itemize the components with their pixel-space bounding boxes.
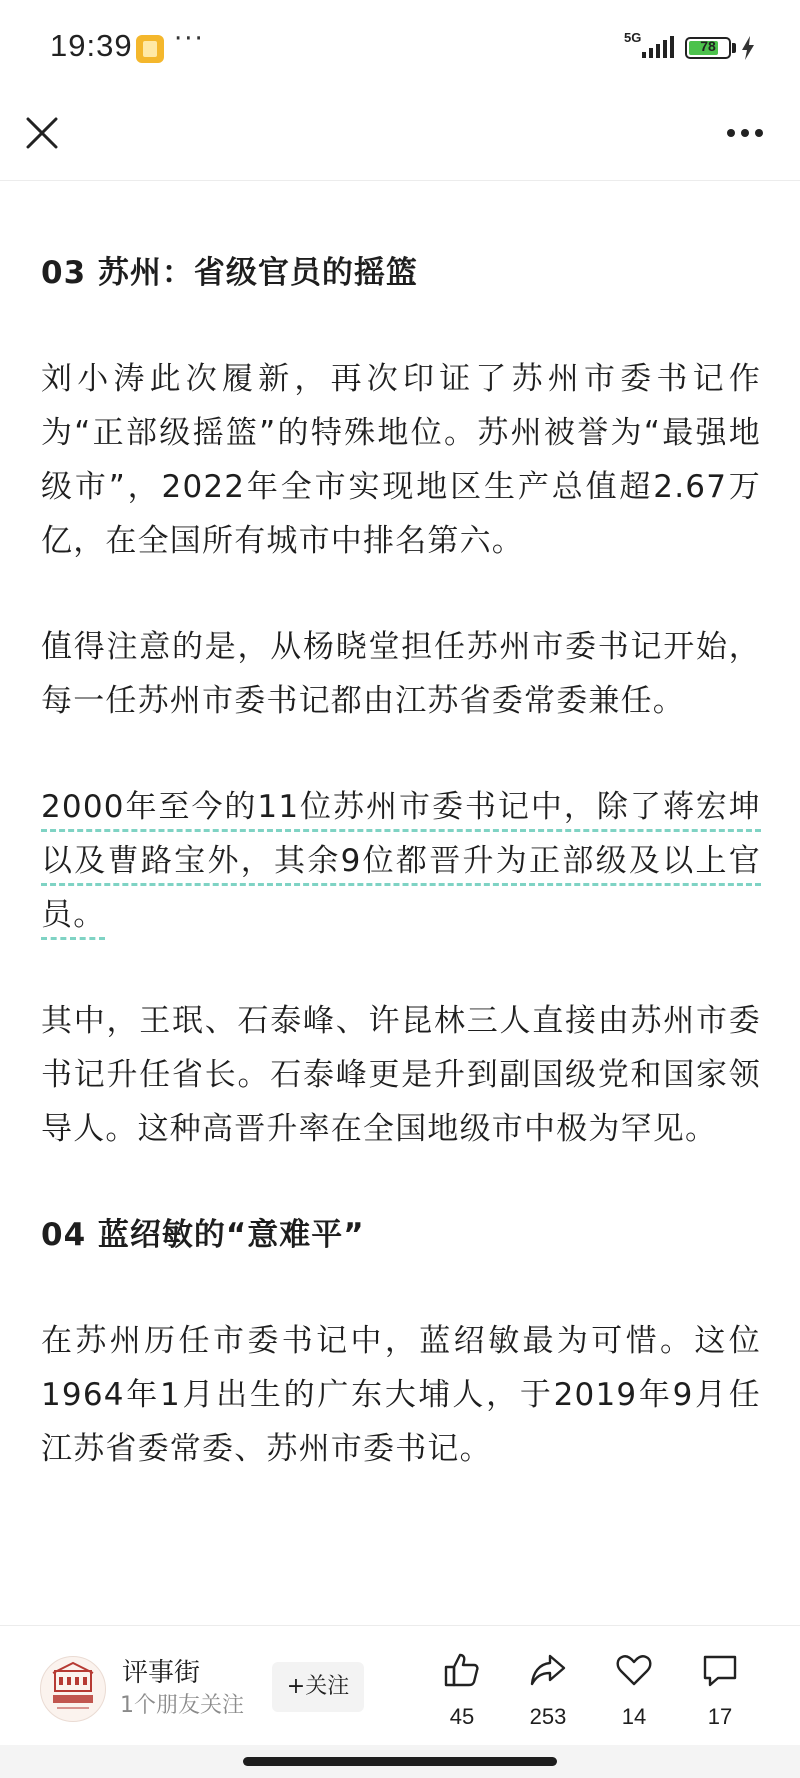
home-indicator-area — [0, 1745, 800, 1778]
signal-icon — [640, 36, 676, 60]
paragraph-5: 在苏州历任市委书记中，蓝绍敏最为可惜。这位1964年1月出生的广东大埔人，于2019年9月任江苏省委常委、苏州市委书记。 — [41, 1323, 761, 1467]
status-more-icon: ··· — [174, 24, 205, 54]
comment-button[interactable] — [680, 1650, 760, 1740]
more-options-button[interactable] — [720, 111, 770, 155]
network-type: 5G — [624, 30, 642, 45]
paragraph-4: 其中，王珉、石泰峰、许昆林三人直接由苏州市委书记升任省长。石泰峰更是升到副国级党和国家领导人。这种高晋升率在全国地级市中极为罕见。 — [41, 1003, 761, 1147]
share-button[interactable] — [508, 1650, 588, 1740]
paragraph-1: 刘小涛此次履新，再次印证了苏州市委书记作为“正部级摇篮”的特殊地位。苏州被誉为“最强地级市”，2022年全市实现地区生产总值超2.67万亿，在全国所有城市中排名第六。 — [41, 361, 761, 559]
more-horizontal-icon — [720, 111, 770, 155]
status-time: 19:39 — [50, 28, 133, 63]
battery-icon — [685, 37, 731, 59]
top-nav-bar — [0, 95, 800, 181]
share-icon — [528, 1650, 568, 1690]
battery-level: 78 — [700, 38, 716, 54]
notes-app-icon — [136, 35, 164, 63]
battery-tip — [732, 43, 736, 53]
author-friends-following: 1个朋友关注 — [120, 1693, 244, 1718]
section-heading-03: 03 苏州：省级官员的摇篮 — [41, 255, 418, 291]
author-logo-icon — [41, 1657, 105, 1721]
bottom-action-bar — [0, 1625, 800, 1746]
section-heading-04: 04 蓝绍敏的“意难平” — [41, 1217, 365, 1253]
heart-icon — [614, 1650, 654, 1690]
close-button[interactable] — [20, 111, 64, 155]
comment-count: 17 — [707, 1704, 733, 1729]
follow-button[interactable]: +关注 — [272, 1662, 364, 1712]
author-avatar[interactable] — [40, 1656, 106, 1722]
highlighted-text[interactable]: 2000年至今的11位苏州市委书记中，除了蒋宏坤以及曹路宝外，其余9位都晋升为正部级及以上官员。 — [41, 789, 761, 933]
charging-icon — [741, 36, 755, 60]
author-name[interactable]: 评事街 — [122, 1658, 201, 1688]
like-button[interactable] — [422, 1650, 502, 1740]
status-bar — [0, 0, 800, 95]
thumbs-up-icon — [442, 1650, 482, 1690]
article-body — [41, 140, 761, 1528]
like-count: 45 — [449, 1704, 475, 1729]
paragraph-3-highlighted[interactable] — [41, 780, 761, 942]
paragraph-2: 值得注意的是，从杨晓堂担任苏州市委书记开始，每一任苏州市委书记都由江苏省委常委兼任。 — [41, 629, 761, 719]
favorite-count: 14 — [621, 1704, 647, 1729]
home-indicator[interactable] — [243, 1757, 557, 1766]
favorite-button[interactable] — [594, 1650, 674, 1740]
share-count: 253 — [529, 1704, 567, 1729]
comment-icon — [700, 1650, 740, 1690]
close-icon — [20, 111, 64, 155]
